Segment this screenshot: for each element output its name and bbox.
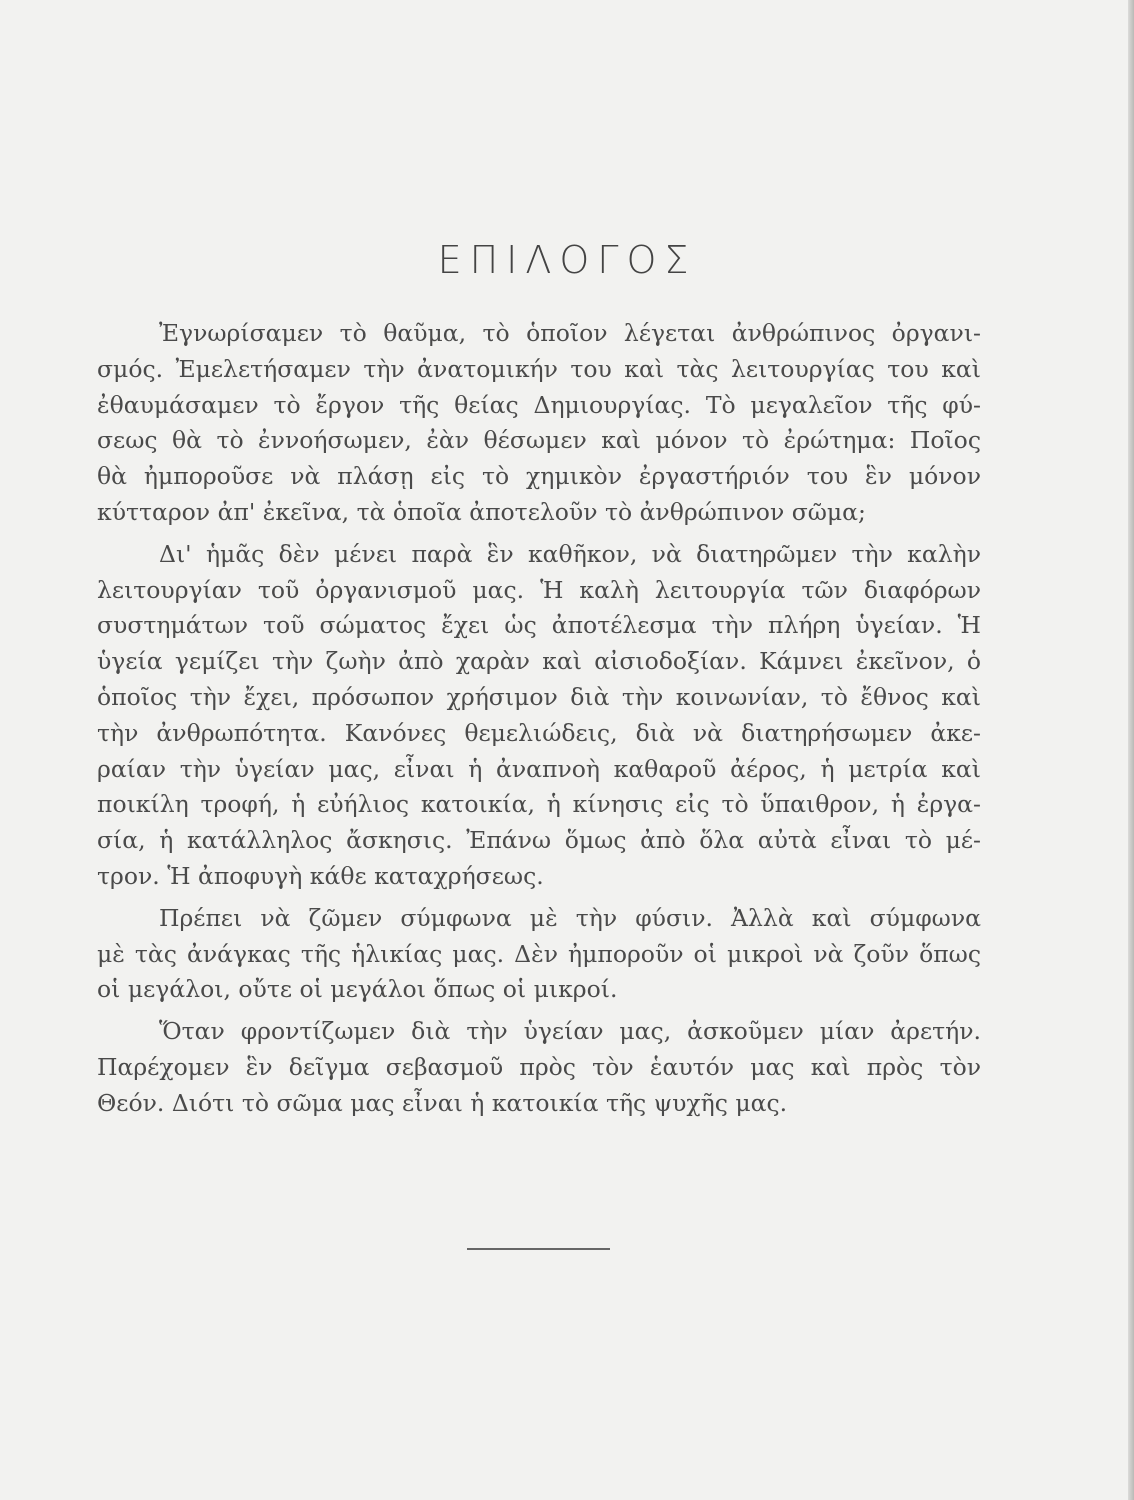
text-line: οἱ μεγάλοι, οὔτε οἱ μεγάλοι ὅπως οἱ μικροί. — [97, 975, 618, 1004]
text-line: Πρέπει νὰ ζῶμεν σύμφωνα μὲ τὴν φύσιν. Ἀλλὰ καὶ σύμφωνα — [159, 903, 981, 932]
paragraph-3 — [97, 901, 981, 1008]
text-line: ραίαν τὴν ὑγείαν μας, εἶναι ἡ ἀναπνοὴ καθαροῦ ἀέρος, ἡ μετρία καὶ — [97, 754, 981, 783]
text-line: σεως θὰ τὸ ἐννοήσωμεν, ἐὰν θέσωμεν καὶ μόνον τὸ ἐρώτημα: Ποῖος — [97, 426, 981, 455]
text-line: σία, ἡ κατάλληλος ἄσκησις. Ἐπάνω ὅμως ἀπὸ ὅλα αὐτὰ εἶναι τὸ μέ- — [97, 826, 981, 855]
paragraph-4 — [97, 1014, 981, 1121]
page-edge-shadow — [1128, 0, 1134, 1500]
paragraph-2 — [97, 537, 981, 895]
text-line: Ἐγνωρίσαμεν τὸ θαῦμα, τὸ ὁποῖον λέγεται ἀνθρώπινος ὀργανι- — [159, 319, 981, 347]
text-line: Παρέχομεν ἓν δεῖγμα σεβασμοῦ πρὸς τὸν ἑαυτόν μας καὶ πρὸς τὸν — [97, 1052, 981, 1081]
text-line: κύτταρον ἀπ' ἐκεῖνα, τὰ ὁποῖα ἀποτελοῦν τὸ ἀνθρώπινον σῶμα; — [97, 497, 866, 526]
text-line: ὑγεία γεμίζει τὴν ζωὴν ἀπὸ χαρὰν καὶ αἰσιοδοξίαν. Κάμνει ἐκεῖνον, ὁ — [97, 647, 981, 676]
end-rule — [467, 1248, 610, 1250]
text-line: Ὅταν φροντίζωμεν διὰ τὴν ὑγείαν μας, ἀσκοῦμεν μίαν ἀρετήν. — [159, 1017, 981, 1046]
text-line: τὴν ἀνθρωπότητα. Κανόνες θεμελιώδεις, διὰ νὰ διατηρήσωμεν ἀκε- — [97, 718, 981, 747]
text-line: σμός. Ἐμελετήσαμεν τὴν ἀνατομικήν του καὶ τὰς λειτουργίας του καὶ — [97, 354, 981, 383]
text-line: ὁποῖος τὴν ἔχει, πρόσωπον χρήσιμον διὰ τὴν κοινωνίαν, τὸ ἔθνος καὶ — [97, 682, 981, 711]
epilogue-text — [97, 316, 981, 1128]
text-line: ἐθαυμάσαμεν τὸ ἔργον τῆς θείας Δημιουργίας. Τὸ μεγαλεῖον τῆς φύ- — [97, 390, 981, 419]
text-line: Δι' ἡμᾶς δὲν μένει παρὰ ἓν καθῆκον, νὰ διατηρῶμεν τὴν καλὴν — [159, 539, 981, 568]
text-line: λειτουργίαν τοῦ ὀργανισμοῦ μας. Ἡ καλὴ λειτουργία τῶν διαφόρων — [97, 575, 981, 604]
text-line: Θεόν. Διότι τὸ σῶμα μας εἶναι ἡ κατοικία τῆς ψυχῆς μας. — [97, 1088, 788, 1117]
text-line: ποικίλη τροφή, ἡ εὐήλιος κατοικία, ἡ κίνησις εἰς τὸ ὕπαιθρον, ἡ ἐργα- — [97, 790, 981, 819]
text-line: τρον. Ἡ ἀποφυγὴ κάθε καταχρήσεως. — [97, 861, 544, 890]
chapter-title: ΕΠΙΛΟΓΟΣ — [437, 238, 697, 282]
text-line: συστημάτων τοῦ σώματος ἔχει ὡς ἀποτέλεσμα τὴν πλήρη ὑγείαν. Ἡ — [97, 611, 981, 640]
text-line: θὰ ἠμποροῦσε νὰ πλάσῃ εἰς τὸ χημικὸν ἐργαστήριόν του ἓν μόνον — [97, 462, 981, 491]
paragraph-1 — [97, 316, 981, 531]
text-line: μὲ τὰς ἀνάγκας τῆς ἡλικίας μας. Δὲν ἠμποροῦν οἱ μικροὶ νὰ ζοῦν ὅπως — [97, 939, 981, 968]
